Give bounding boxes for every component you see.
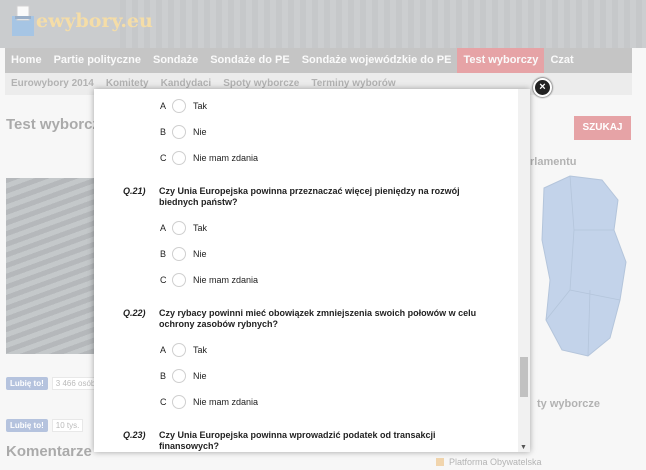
radio-button[interactable] xyxy=(172,273,186,287)
question-number: Q.21) xyxy=(123,186,146,196)
radio-button[interactable] xyxy=(172,99,186,113)
option-letter: B xyxy=(160,127,167,137)
option-letter: A xyxy=(160,101,167,111)
answer-option[interactable] xyxy=(160,149,258,167)
answer-option[interactable] xyxy=(160,393,258,411)
answer-option[interactable] xyxy=(160,367,207,385)
scroll-down-icon[interactable]: ▼ xyxy=(520,444,527,451)
radio-button[interactable] xyxy=(172,247,186,261)
answer-option[interactable] xyxy=(160,123,207,141)
option-label: Tak xyxy=(193,223,208,233)
modal-scrollbar[interactable] xyxy=(518,89,530,452)
radio-button[interactable] xyxy=(172,395,186,409)
question-22 xyxy=(123,308,498,330)
question-23 xyxy=(123,430,498,452)
question-number: Q.23) xyxy=(123,430,146,440)
question-number: Q.22) xyxy=(123,308,146,318)
question-text: Czy rybacy powinni mieć obowiązek zmniejszenia swoich połowów w celu ochrony zasobów rybnych? xyxy=(159,308,477,329)
option-letter: B xyxy=(160,371,167,381)
quiz-modal xyxy=(94,89,530,452)
option-letter: A xyxy=(160,223,167,233)
option-letter: A xyxy=(160,345,167,355)
close-button[interactable]: × xyxy=(533,78,552,97)
question-text: Czy Unia Europejska powinna przeznaczać więcej pieniędzy na rozwój biednych państw? xyxy=(159,186,460,207)
answer-option[interactable] xyxy=(160,97,207,115)
option-label: Nie mam zdania xyxy=(193,153,259,163)
option-label: Nie mam zdania xyxy=(193,397,259,407)
option-letter: C xyxy=(160,275,167,285)
scrollbar-thumb[interactable] xyxy=(520,357,528,397)
radio-button[interactable] xyxy=(172,369,186,383)
answer-option[interactable] xyxy=(160,271,258,289)
quiz-content xyxy=(94,89,530,452)
option-letter: B xyxy=(160,249,167,259)
radio-button[interactable] xyxy=(172,151,186,165)
option-label: Tak xyxy=(193,345,208,355)
option-label: Nie mam zdania xyxy=(193,275,259,285)
question-text: Czy Unia Europejska powinna wprowadzić podatek od transakcji finansowych? xyxy=(159,430,436,451)
option-label: Nie xyxy=(193,127,207,137)
option-label: Tak xyxy=(193,101,208,111)
radio-button[interactable] xyxy=(172,125,186,139)
answer-option[interactable] xyxy=(160,245,207,263)
radio-button[interactable] xyxy=(172,221,186,235)
question-21 xyxy=(123,186,498,208)
answer-option[interactable] xyxy=(160,341,207,359)
answer-option[interactable] xyxy=(160,219,207,237)
option-letter: C xyxy=(160,397,167,407)
option-label: Nie xyxy=(193,371,207,381)
option-letter: C xyxy=(160,153,167,163)
option-label: Nie xyxy=(193,249,207,259)
radio-button[interactable] xyxy=(172,343,186,357)
